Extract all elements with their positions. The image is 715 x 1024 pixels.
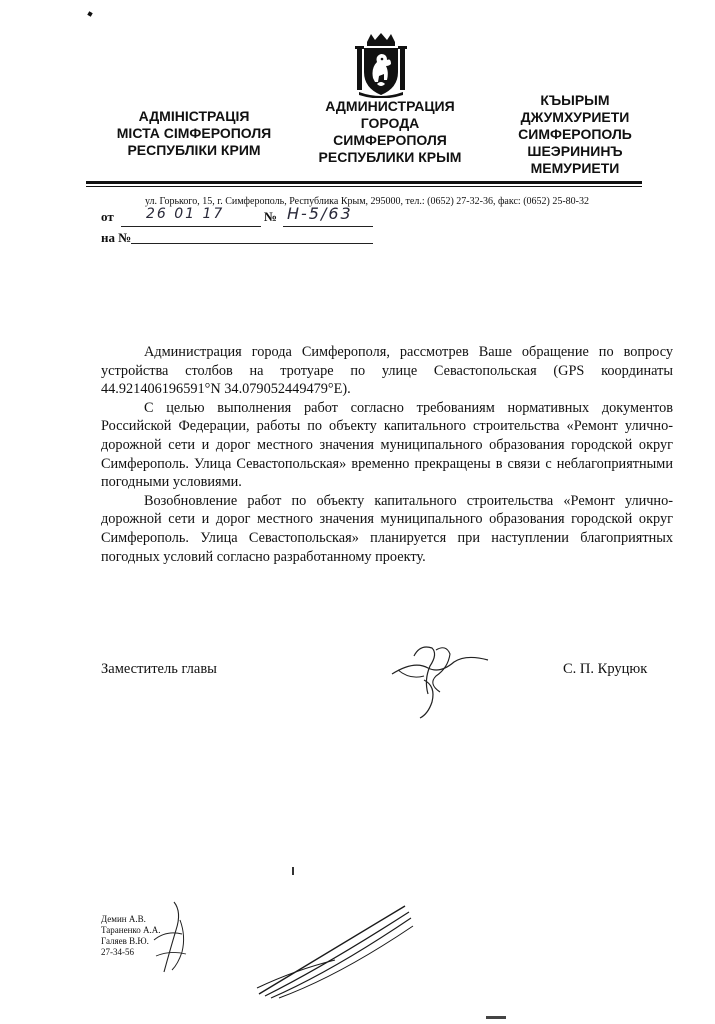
body-paragraph-1: Администрация города Симферополя, рассмотрев Ваше обращение по вопросу устройства столбов на тротуаре по улице Севастопольская (GPS координаты 44.921406196591°N 34.079052449479°E). [101, 344, 673, 398]
header-center-russian: АДМИНИСТРАЦИЯ ГОРОДА СИМФЕРОПОЛЯ РЕСПУБЛИКИ КРЫМ [318, 98, 462, 165]
signature-scribble-icon [384, 640, 494, 720]
executors-list: Демин А.В. Тараненко А.А. Галяев В.Ю. 27-34-56 [101, 914, 161, 957]
letter-body [101, 343, 673, 566]
signer-name: С. П. Круцюк [563, 661, 648, 677]
header-left-ukrainian: АДМІНІСТРАЦІЯ МІСТА СІМФЕРОПОЛЯ РЕСПУБЛІКИ КРИМ [116, 108, 272, 158]
scan-mark [87, 11, 92, 16]
executor-initials-scribble [146, 900, 196, 976]
ref-label: на № [101, 230, 132, 245]
bottom-scribble [255, 900, 415, 1000]
emblem-icon [353, 32, 409, 98]
date-value: 26 01 17 [146, 206, 225, 222]
date-label: от [101, 209, 114, 224]
body-paragraph-3: Возобновление работ по объекту капитального строительства «Ремонт улично-дорожной сети и дорог местного значения муниципального образования городской округ Симферополь. Улица Севастопольская» планируется при наступлении благоприятных погодных условий согласно разработанному проекту. [101, 492, 673, 565]
header-rule-thin [86, 186, 642, 187]
scan-dot [292, 867, 294, 875]
body-paragraph-2: С целью выполнения работ согласно требованиям нормативных документов Российской Федерации, работы по объекту капитального строительства «Ремонт улично-дорожной сети и дорог местного значения муниципального образования городской округ Симферополь. Улица Севастопольская» временно прекращены в связи с неблагоприятными погодными условиями. [101, 399, 673, 491]
number-label: № [264, 209, 278, 224]
bottom-edge-mark [486, 1016, 506, 1019]
address-line: ул. Горького, 15, г. Симферополь, Республика Крым, 295000, тел.: (0652) 27-32-36, факс: (0652) 25-80-32 [145, 196, 590, 207]
handwritten-signature [384, 640, 494, 720]
header-right-crimean-tatar: КЪЫРЫМ ДЖУМХУРИЕТИ СИМФЕРОПОЛЬ ШЕЭРИНИНЪ МЕМУРИЕТИ [518, 92, 632, 176]
coat-of-arms-emblem [353, 32, 409, 98]
header-rule-thick [86, 181, 642, 184]
date-underline [121, 226, 261, 227]
diagonal-scribble-icon [255, 900, 415, 1000]
number-underline [283, 226, 373, 227]
number-value: Н-5/63 [287, 204, 353, 223]
ref-underline [131, 243, 373, 244]
signer-title: Заместитель главы [101, 661, 217, 677]
initials-scribble-icon [146, 900, 196, 976]
